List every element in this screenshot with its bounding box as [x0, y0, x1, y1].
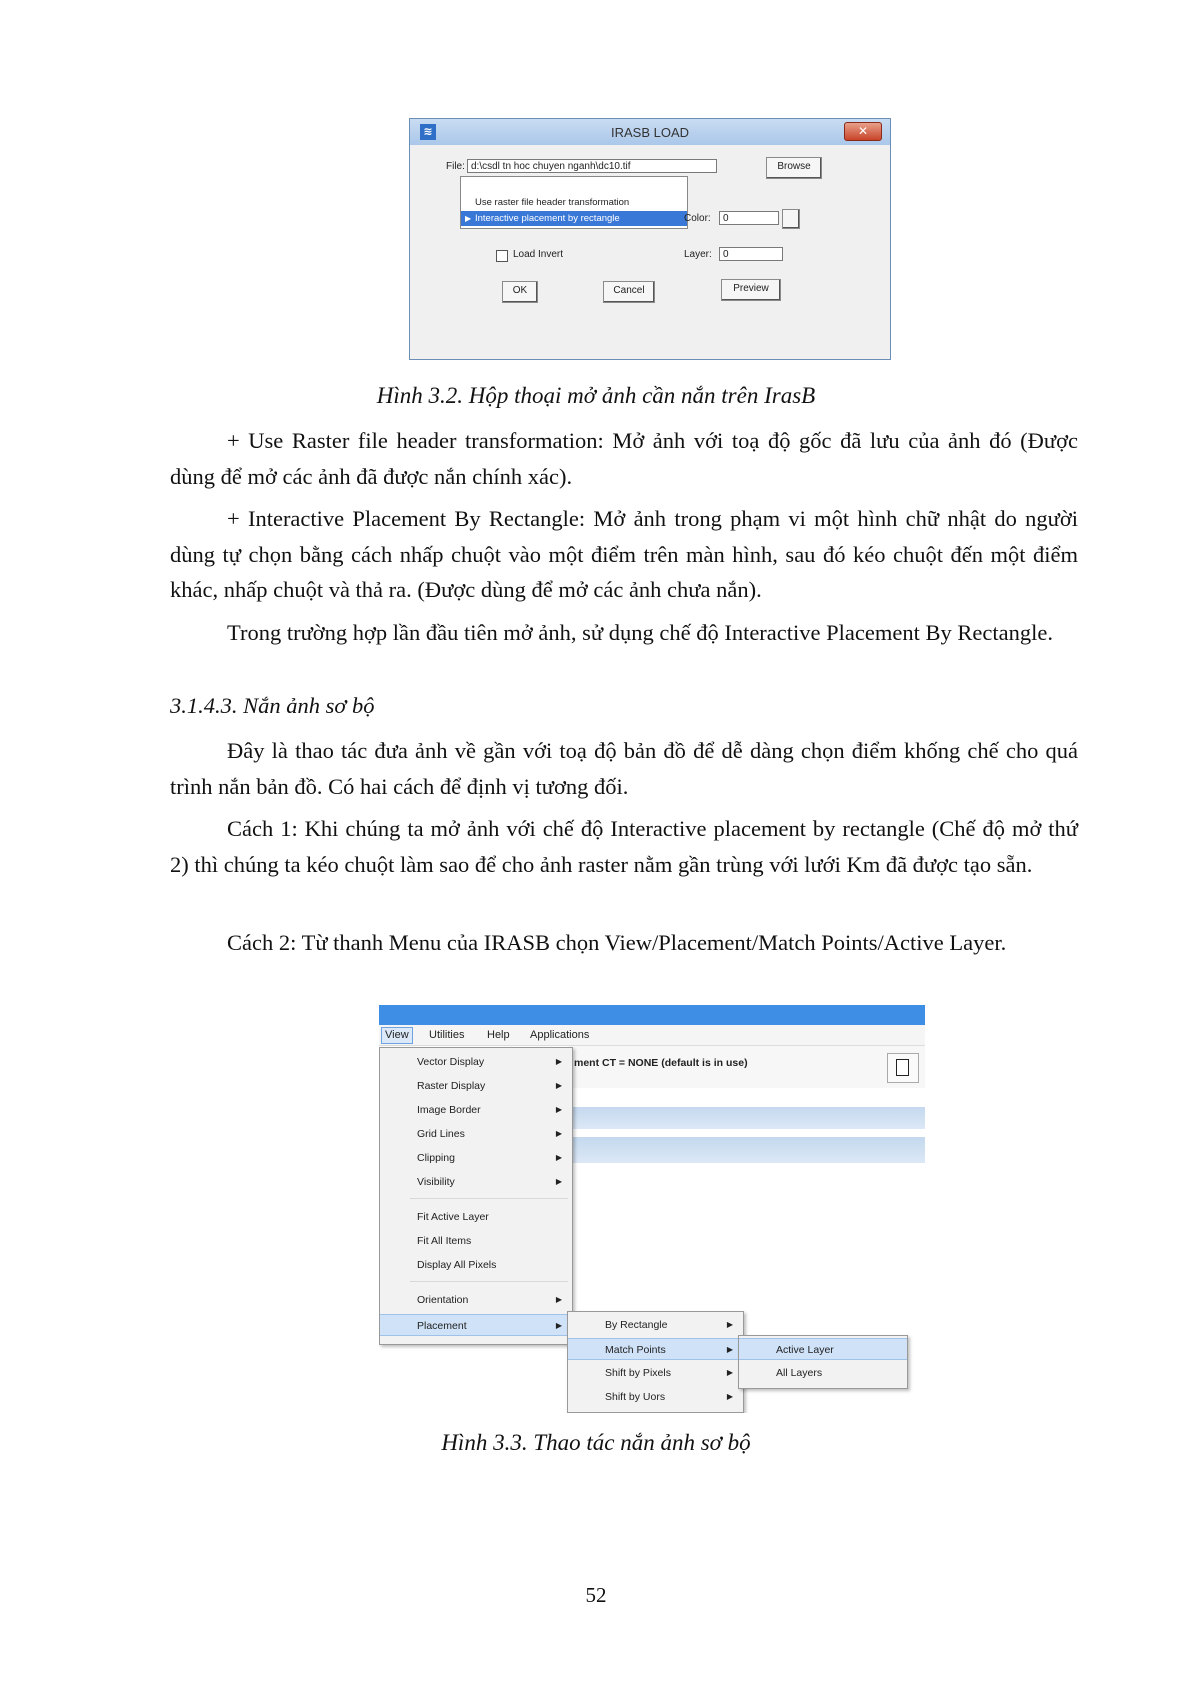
menu-item-by-rectangle[interactable]	[568, 1314, 743, 1336]
menu-item-all-layers[interactable]	[739, 1362, 907, 1384]
chevron-right-icon: ▶	[555, 1177, 562, 1186]
placement-submenu	[567, 1311, 744, 1413]
menu-item-clipping[interactable]	[380, 1147, 572, 1169]
match-points-submenu	[738, 1335, 908, 1389]
chevron-right-icon: ▶	[726, 1320, 733, 1329]
chevron-right-icon: ▶	[726, 1368, 733, 1377]
menu-help[interactable]: Help	[487, 1029, 510, 1041]
menu-item-shift-by-uors[interactable]	[568, 1386, 743, 1408]
load-invert-checkbox[interactable]	[496, 250, 508, 262]
color-label: Color:	[684, 213, 711, 224]
irasb-load-dialog	[409, 118, 891, 360]
chevron-right-icon: ▶	[555, 1057, 562, 1066]
menu-item-image-border[interactable]	[380, 1099, 572, 1121]
menu-item-vector-display[interactable]	[380, 1051, 572, 1073]
chevron-right-icon: ▶	[555, 1295, 562, 1304]
dialog-title: IRASB LOAD	[610, 125, 690, 140]
menu-item-label: Placement	[417, 1320, 467, 1332]
paragraph-method-1: Cách 1: Khi chúng ta mở ảnh với chế độ Interactive placement by rectangle (Chế độ mở thứ 2) thì chúng ta kéo chuột làm sao để cho ảnh raster nằm gần trùng với lưới Km đã được tạo sẵn.	[170, 816, 1078, 877]
menu-item-label: Grid Lines	[417, 1128, 465, 1140]
view-toolbar-band	[569, 1137, 925, 1163]
dropdown-option-label: Interactive placement by rectangle	[475, 213, 620, 224]
view-menu	[379, 1047, 573, 1345]
menu-screenshot	[379, 1005, 925, 1413]
cancel-button[interactable]: Cancel	[603, 281, 655, 303]
close-icon[interactable]: ✕	[844, 122, 882, 141]
figure-3-3-caption: Hình 3.3. Thao tác nắn ảnh sơ bộ	[441, 1430, 751, 1455]
chevron-right-icon: ▶	[465, 214, 472, 223]
menu-item-shift-by-pixels[interactable]	[568, 1362, 743, 1384]
paragraph-method-2: Cách 2: Từ thanh Menu của IRASB chọn View/Placement/Match Points/Active Layer.	[227, 930, 1007, 955]
new-file-button[interactable]	[887, 1053, 919, 1083]
chevron-right-icon: ▶	[726, 1345, 733, 1354]
browse-button[interactable]: Browse	[766, 157, 822, 179]
menu-item-placement[interactable]	[380, 1314, 572, 1336]
app-icon: ≋	[420, 124, 436, 140]
menu-item-label: Active Layer	[776, 1344, 834, 1356]
load-invert-label: Load Invert	[513, 249, 564, 260]
document-icon	[896, 1059, 909, 1076]
chevron-right-icon: ▶	[555, 1129, 562, 1138]
menu-item-label: Display All Pixels	[417, 1259, 497, 1271]
menu-item-orientation[interactable]	[380, 1289, 572, 1311]
menu-item-display-all-pixels[interactable]	[380, 1254, 572, 1276]
menu-item-label: By Rectangle	[605, 1319, 668, 1331]
menu-item-label: Visibility	[417, 1176, 455, 1188]
file-label: File:	[446, 161, 465, 172]
menu-item-label: Clipping	[417, 1152, 455, 1164]
figure-3-2-caption: Hình 3.2. Hộp thoại mở ảnh cần nắn trên IrasB	[376, 383, 816, 408]
menu-item-fit-all-items[interactable]	[380, 1230, 572, 1252]
file-input[interactable]: d:\csdl tn hoc chuyen nganh\dc10.tif	[467, 159, 717, 173]
menu-view[interactable]: View	[381, 1027, 413, 1044]
menu-item-label: Shift by Uors	[605, 1391, 666, 1403]
dialog-titlebar	[410, 119, 890, 145]
menu-item-raster-display[interactable]	[380, 1075, 572, 1097]
menu-utilities[interactable]: Utilities	[429, 1029, 465, 1041]
menu-applications[interactable]: Applications	[530, 1029, 590, 1041]
menu-item-label: Match Points	[605, 1344, 666, 1356]
menu-bar	[379, 1025, 925, 1046]
menu-separator	[410, 1198, 568, 1199]
dropdown-option-header[interactable]: Use raster file header transformation	[475, 197, 630, 208]
ok-button[interactable]: OK	[502, 281, 538, 303]
layer-input[interactable]: 0	[719, 247, 783, 261]
menu-item-active-layer[interactable]	[739, 1338, 907, 1360]
paragraph-interactive-placement: + Interactive Placement By Rectangle: Mở ảnh trong phạm vi một hình chữ nhật do người dùng tự chọn bằng cách nhấp chuột vào một điểm trên màn hình, sau đó kéo chuột đến một điểm khác, nhấp chuột và thả ra. (Được dùng để mở các ảnh chưa nắn).	[170, 506, 1078, 602]
chevron-right-icon: ▶	[555, 1105, 562, 1114]
menu-item-label: Fit All Items	[417, 1235, 472, 1247]
dialog-body	[416, 145, 884, 353]
placement-mode-dropdown[interactable]	[460, 176, 688, 229]
menu-item-label: Raster Display	[417, 1080, 486, 1092]
menu-item-match-points[interactable]	[568, 1338, 743, 1360]
status-text: ment CT = NONE (default is in use)	[574, 1057, 748, 1069]
chevron-right-icon: ▶	[726, 1392, 733, 1401]
chevron-right-icon: ▶	[555, 1153, 562, 1162]
menu-item-label: All Layers	[776, 1367, 823, 1379]
menu-item-label: Fit Active Layer	[417, 1211, 489, 1223]
menu-item-fit-active-layer[interactable]	[380, 1206, 572, 1228]
preview-button[interactable]: Preview	[721, 279, 781, 301]
chevron-right-icon: ▶	[555, 1321, 562, 1330]
page-number: 52	[585, 1583, 607, 1607]
paragraph-intro: Đây là thao tác đưa ảnh về gần với toạ độ bản đồ để dễ dàng chọn điểm khống chế cho quá trình nắn bản đồ. Có hai cách để định vị tương đối.	[170, 738, 1078, 799]
section-heading: 3.1.4.3. Nắn ảnh sơ bộ	[170, 693, 375, 718]
menu-item-grid-lines[interactable]	[380, 1123, 572, 1145]
menu-item-label: Shift by Pixels	[605, 1367, 671, 1379]
menu-item-label: Image Border	[417, 1104, 481, 1116]
color-input[interactable]: 0	[719, 211, 779, 225]
paragraph-raster-header: + Use Raster file header transformation: Mở ảnh với toạ độ gốc đã lưu của ảnh đó (Được dùng để mở các ảnh đã được nắn chính xác).	[170, 428, 1078, 489]
dropdown-option-rectangle[interactable]	[461, 211, 687, 226]
window-titlebar	[379, 1005, 925, 1025]
layer-label: Layer:	[684, 249, 712, 260]
paragraph-first-time: Trong trường hợp lần đầu tiên mở ảnh, sử dụng chế độ Interactive Placement By Rectangle.	[227, 620, 1053, 645]
chevron-right-icon: ▶	[555, 1081, 562, 1090]
color-picker-button[interactable]	[782, 209, 800, 229]
menu-item-label: Orientation	[417, 1294, 469, 1306]
menu-item-visibility[interactable]	[380, 1171, 572, 1193]
view-header-band	[569, 1107, 925, 1129]
menu-separator	[410, 1281, 568, 1282]
menu-item-label: Vector Display	[417, 1056, 485, 1068]
